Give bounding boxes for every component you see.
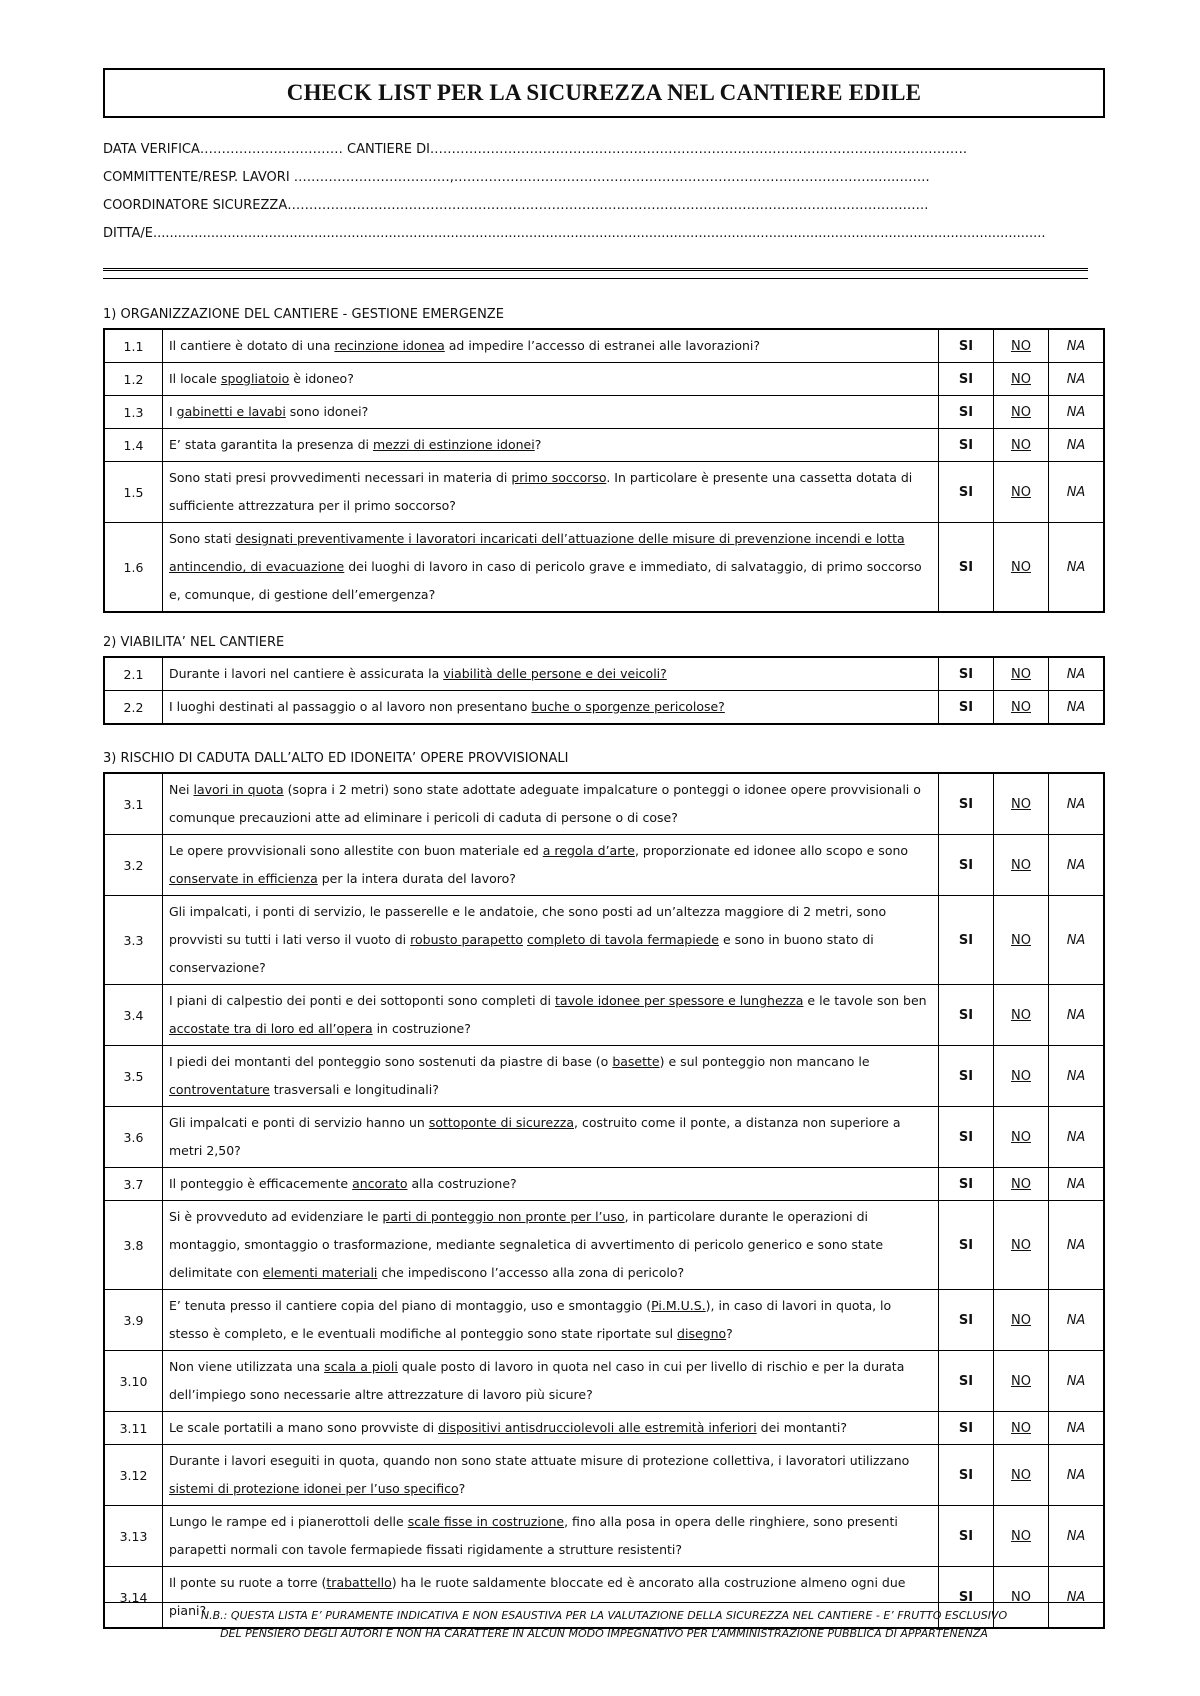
question-text: Si è provveduto ad evidenziare le <box>169 1209 383 1224</box>
item-question <box>163 429 939 462</box>
si-option[interactable]: SI <box>939 429 994 462</box>
no-option[interactable]: NO <box>994 1290 1049 1351</box>
field-committente[interactable]: COMMITTENTE/RESP. LAVORI ………………………………,……………………………………………………………………………………..…..……. <box>103 170 930 185</box>
table-row <box>104 363 1104 396</box>
na-option[interactable]: NA <box>1049 396 1105 429</box>
item-question <box>163 1107 939 1168</box>
question-text: Il locale <box>169 371 221 386</box>
question-emphasis: scale fisse in costruzione <box>407 1514 565 1529</box>
na-option[interactable]: NA <box>1049 835 1105 896</box>
question-text: trasversali e longitudinali? <box>269 1082 439 1097</box>
question-emphasis: primo soccorso <box>511 470 607 485</box>
table-row <box>104 329 1104 363</box>
na-option[interactable]: NA <box>1049 896 1105 985</box>
table-row <box>104 523 1104 613</box>
question-text: I piedi dei montanti del ponteggio sono sostenuti da piastre di base (o <box>169 1054 613 1069</box>
item-number: 3.6 <box>104 1107 163 1168</box>
question-text: è idoneo? <box>289 371 354 386</box>
question-text: (sopra i 2 metri) sono state adottate adeguate impalcature o ponteggi o idonee opere provvisionali o comunque precauzioni atte ad eliminare i pericoli di caduta di persone o di cose? <box>169 782 921 825</box>
item-number: 1.3 <box>104 396 163 429</box>
item-number: 3.3 <box>104 896 163 985</box>
no-option[interactable]: NO <box>994 1201 1049 1290</box>
table-row <box>104 1412 1104 1445</box>
no-option[interactable]: NO <box>994 657 1049 691</box>
question-text: , costruito come il ponte, a distanza non superiore a metri 2,50? <box>169 1115 901 1158</box>
si-option[interactable]: SI <box>939 363 994 396</box>
question-emphasis: gabinetti e lavabi <box>176 404 286 419</box>
page-title: CHECK LIST PER LA SICUREZZA NEL CANTIERE EDILE <box>286 80 922 105</box>
na-option[interactable]: NA <box>1049 691 1105 725</box>
question-text: Le opere provvisionali sono allestite con buon materiale ed <box>169 843 543 858</box>
item-question <box>163 1168 939 1201</box>
table-row <box>104 1107 1104 1168</box>
no-option[interactable]: NO <box>994 1046 1049 1107</box>
question-text: Sono stati <box>169 531 236 546</box>
item-question <box>163 985 939 1046</box>
item-question <box>163 835 939 896</box>
na-option[interactable]: NA <box>1049 363 1105 396</box>
question-text: Il ponte su ruote a torre ( <box>169 1575 327 1590</box>
question-text: Lungo le rampe ed i pianerottoli delle <box>169 1514 408 1529</box>
item-question <box>163 691 939 725</box>
question-text: Durante i lavori nel cantiere è assicurata la <box>169 666 444 681</box>
na-option[interactable]: NA <box>1049 1351 1105 1412</box>
checklist-table <box>103 328 1105 613</box>
item-number: 1.2 <box>104 363 163 396</box>
si-option[interactable]: SI <box>939 1506 994 1567</box>
section-title: 2) VIABILITA’ NEL CANTIERE <box>103 635 285 650</box>
table-row <box>104 773 1104 835</box>
na-option[interactable]: NA <box>1049 1412 1105 1445</box>
si-option[interactable]: SI <box>939 1107 994 1168</box>
na-option[interactable]: NA <box>1049 657 1105 691</box>
no-option[interactable]: NO <box>994 896 1049 985</box>
item-question <box>163 329 939 363</box>
question-text: ? <box>458 1481 466 1496</box>
item-number: 3.11 <box>104 1412 163 1445</box>
item-question <box>163 396 939 429</box>
si-option[interactable]: SI <box>939 985 994 1046</box>
question-emphasis: spogliatoio <box>220 371 290 386</box>
table-row <box>104 691 1104 725</box>
table-row <box>104 1445 1104 1506</box>
no-option[interactable]: NO <box>994 429 1049 462</box>
no-option[interactable]: NO <box>994 835 1049 896</box>
question-text: E’ stata garantita la presenza di <box>169 437 373 452</box>
checklist-page <box>103 68 1105 1629</box>
no-option[interactable]: NO <box>994 1445 1049 1506</box>
section-title: 1) ORGANIZZAZIONE DEL CANTIERE - GESTIONE EMERGENZE <box>103 307 504 322</box>
na-option[interactable]: NA <box>1049 1506 1105 1567</box>
no-option[interactable]: NO <box>994 1567 1049 1629</box>
question-emphasis: viabilità delle persone e dei veicoli? <box>443 666 667 681</box>
question-emphasis: basette <box>612 1054 660 1069</box>
question-text: ad impedire l’accesso di estranei alle lavorazioni? <box>444 338 761 353</box>
question-emphasis: recinzione idonea <box>334 338 445 353</box>
question-emphasis: robusto parapetto <box>410 932 524 947</box>
table-row <box>104 1351 1104 1412</box>
na-option[interactable]: NA <box>1049 1567 1105 1629</box>
question-text: Il cantiere è dotato di una <box>169 338 335 353</box>
question-emphasis: trabattello <box>326 1575 392 1590</box>
question-text: Nei <box>169 782 194 797</box>
si-option[interactable]: SI <box>939 1046 994 1107</box>
question-text: Gli impalcati, i ponti di servizio, le passerelle e le andatoie, che sono posti ad un’altezza maggiore di 2 metri, sono provvisti su tutti i lati verso il vuoto di <box>169 904 887 947</box>
question-emphasis: disegno <box>677 1326 727 1341</box>
si-option[interactable]: SI <box>939 896 994 985</box>
na-option[interactable]: NA <box>1049 773 1105 835</box>
table-row <box>104 1290 1104 1351</box>
na-option[interactable]: NA <box>1049 985 1105 1046</box>
table-row <box>104 1046 1104 1107</box>
na-option[interactable]: NA <box>1049 1445 1105 1506</box>
question-emphasis: a regola d’arte <box>542 843 635 858</box>
no-option[interactable]: NO <box>994 1107 1049 1168</box>
item-question <box>163 363 939 396</box>
header-fields <box>103 136 1105 248</box>
checklist-sections <box>103 307 1105 1629</box>
no-option[interactable]: NO <box>994 1506 1049 1567</box>
no-option[interactable]: NO <box>994 396 1049 429</box>
no-option[interactable]: NO <box>994 523 1049 613</box>
si-option[interactable]: SI <box>939 396 994 429</box>
question-text: sono idonei? <box>285 404 369 419</box>
question-text: I <box>169 404 177 419</box>
item-number: 3.7 <box>104 1168 163 1201</box>
si-option[interactable]: SI <box>939 1567 994 1629</box>
question-emphasis: dispositivi antisdrucciolevoli alle estremità inferiori <box>438 1420 757 1435</box>
item-question <box>163 1445 939 1506</box>
na-option[interactable]: NA <box>1049 462 1105 523</box>
footnote-line-1: N.B.: QUESTA LISTA E’ PURAMENTE INDICATIVA E NON ESAUSTIVA PER LA VALUTAZIONE DELLA SICUREZZA NEL CANTIERE - E’ FRUTTO ESCLUSIVO <box>200 1609 1008 1622</box>
question-text: Le scale portatili a mano sono provviste di <box>169 1420 439 1435</box>
question-emphasis: sistemi di protezione idonei per l’uso specifico <box>169 1481 459 1496</box>
question-text: Sono stati presi provvedimenti necessari in materia di <box>169 470 512 485</box>
item-number: 3.4 <box>104 985 163 1046</box>
item-number: 1.4 <box>104 429 163 462</box>
question-emphasis: completo di tavola fermapiede <box>527 932 719 947</box>
question-emphasis: scala a pioli <box>324 1359 398 1374</box>
question-emphasis: accostate tra di loro ed all’opera <box>169 1021 373 1036</box>
item-number: 3.12 <box>104 1445 163 1506</box>
si-option[interactable]: SI <box>939 462 994 523</box>
question-text: quale posto di lavoro in quota nel caso in cui per livello di rischio e per la durata dell’impiego sono necessarie altre attrezzature di lavoro più sicure? <box>169 1359 905 1402</box>
title-box <box>103 68 1105 118</box>
si-option[interactable]: SI <box>939 657 994 691</box>
na-option[interactable]: NA <box>1049 1107 1105 1168</box>
question-emphasis: conservate in efficienza <box>169 871 318 886</box>
na-option[interactable]: NA <box>1049 429 1105 462</box>
question-text: E’ tenuta presso il cantiere copia del piano di montaggio, uso e smontaggio ( <box>169 1298 652 1313</box>
si-option[interactable]: SI <box>939 1168 994 1201</box>
question-emphasis: ancorato <box>352 1176 408 1191</box>
si-option[interactable]: SI <box>939 523 994 613</box>
question-emphasis: lavori in quota <box>193 782 284 797</box>
table-row <box>104 835 1104 896</box>
item-question <box>163 657 939 691</box>
item-number: 1.1 <box>104 329 163 363</box>
na-option[interactable]: NA <box>1049 1168 1105 1201</box>
si-option[interactable]: SI <box>939 1445 994 1506</box>
no-option[interactable]: NO <box>994 691 1049 725</box>
item-question <box>163 1506 939 1567</box>
footnote <box>103 1602 1105 1643</box>
na-option[interactable]: NA <box>1049 329 1105 363</box>
question-text: ), in caso di lavori in quota, lo stesso è completo, e le eventuali modifiche al ponteggio sono state riportate sul <box>169 1298 892 1341</box>
section-title: 3) RISCHIO DI CADUTA DALL’ALTO ED IDONEITA’ OPERE PROVVISIONALI <box>103 751 569 766</box>
item-number: 3.5 <box>104 1046 163 1107</box>
table-row <box>104 1168 1104 1201</box>
no-option[interactable]: NO <box>994 1168 1049 1201</box>
item-number: 1.5 <box>104 462 163 523</box>
question-text: I luoghi destinati al passaggio o al lavoro non presentano <box>169 699 532 714</box>
item-question <box>163 773 939 835</box>
question-text: I piani di calpestio dei ponti e dei sottoponti sono completi di <box>169 993 555 1008</box>
si-option[interactable]: SI <box>939 773 994 835</box>
question-emphasis: mezzi di estinzione idonei <box>372 437 535 452</box>
question-text: ) e sul ponteggio non mancano le <box>659 1054 870 1069</box>
table-row <box>104 429 1104 462</box>
question-text: ? <box>534 437 542 452</box>
question-text: , proporzionate ed idonee allo scopo e sono <box>634 843 909 858</box>
question-emphasis: buche o sporgenze pericolose? <box>531 699 725 714</box>
checklist-table <box>103 656 1105 725</box>
footnote-line-2: DEL PENSIERO DEGLI AUTORI E NON HA CARATTERE IN ALCUN MODO IMPEGNATIVO PER L’AMMINISTRAZIONE PUBBLICA DI APPARTENENZA <box>220 1627 988 1640</box>
table-row <box>104 985 1104 1046</box>
question-text: . In particolare è presente una cassetta dotata di sufficiente attrezzatura per il primo soccorso? <box>169 470 913 513</box>
si-option[interactable]: SI <box>939 1351 994 1412</box>
field-ditta[interactable]: DITTA/E........................................................................................................................................................................................................................ <box>103 226 1046 241</box>
item-question <box>163 523 939 613</box>
question-text: ? <box>726 1326 733 1341</box>
item-question <box>163 896 939 985</box>
table-row <box>104 396 1104 429</box>
item-question <box>163 462 939 523</box>
question-text: dei montanti? <box>756 1420 847 1435</box>
no-option[interactable]: NO <box>994 985 1049 1046</box>
question-text: , fino alla posa in opera delle ringhiere, sono presenti parapetti normali con tavole fermapiede fissati rigidamente a strutture resistenti? <box>169 1514 898 1557</box>
item-number: 3.1 <box>104 773 163 835</box>
question-text: Non viene utilizzata una <box>169 1359 325 1374</box>
si-option[interactable]: SI <box>939 691 994 725</box>
item-number: 3.8 <box>104 1201 163 1290</box>
checklist-table <box>103 772 1105 1629</box>
question-emphasis: parti di ponteggio non pronte per l’uso <box>382 1209 625 1224</box>
question-text: dei luoghi di lavoro in caso di pericolo grave e immediato, di salvataggio, di primo soccorso e, comunque, di gestione dell’emergenza? <box>169 559 922 602</box>
item-number: 3.9 <box>104 1290 163 1351</box>
item-number: 3.10 <box>104 1351 163 1412</box>
question-text: Durante i lavori eseguiti in quota, quando non sono state attuate misure di protezione collettiva, i lavoratori utilizzano <box>169 1453 910 1468</box>
item-question <box>163 1201 939 1290</box>
no-option[interactable]: NO <box>994 363 1049 396</box>
question-text: Il ponteggio è efficacemente <box>169 1176 353 1191</box>
question-text: alla costruzione? <box>407 1176 517 1191</box>
item-number: 3.2 <box>104 835 163 896</box>
question-emphasis: tavole idonee per spessore e lunghezza <box>554 993 804 1008</box>
question-emphasis: controventature <box>169 1082 270 1097</box>
question-emphasis: designati preventivamente i lavoratori incaricati dell’attuazione delle misure di prevenzione incendi e lotta antincendio, di evacuazione <box>169 531 905 574</box>
field-coordinatore[interactable]: COORDINATORE SICUREZZA…………………………………………………………………………………………………………………………………. <box>103 198 929 213</box>
si-option[interactable]: SI <box>939 1201 994 1290</box>
question-text: e sono in buono stato di conservazione? <box>169 932 874 975</box>
si-option[interactable]: SI <box>939 835 994 896</box>
no-option[interactable]: NO <box>994 329 1049 363</box>
question-emphasis: sottoponte di sicurezza <box>428 1115 575 1130</box>
no-option[interactable]: NO <box>994 462 1049 523</box>
no-option[interactable]: NO <box>994 1351 1049 1412</box>
no-option[interactable]: NO <box>994 1412 1049 1445</box>
si-option[interactable]: SI <box>939 329 994 363</box>
item-number: 2.1 <box>104 657 163 691</box>
separator-line <box>103 268 1088 279</box>
table-row <box>104 1506 1104 1567</box>
item-number: 2.2 <box>104 691 163 725</box>
item-question <box>163 1351 939 1412</box>
si-option[interactable]: SI <box>939 1412 994 1445</box>
table-row <box>104 896 1104 985</box>
question-text: , in particolare durante le operazioni di montaggio, smontaggio o trasformazione, mediante segnaletica di avvertimento di pericolo generico e sono state delimitate con <box>169 1209 884 1280</box>
item-question <box>163 1046 939 1107</box>
table-row <box>104 462 1104 523</box>
item-number: 3.13 <box>104 1506 163 1567</box>
table-row <box>104 657 1104 691</box>
question-text: e le tavole son ben <box>803 993 927 1008</box>
na-option[interactable]: NA <box>1049 1201 1105 1290</box>
question-emphasis: Pi.M.U.S. <box>651 1298 706 1313</box>
field-data-verifica[interactable]: DATA VERIFICA…………………………… CANTIERE DI……………………………………………………………………………………………………………. <box>103 142 968 157</box>
item-question <box>163 1412 939 1445</box>
question-emphasis: elementi materiali <box>262 1265 378 1280</box>
question-text: in costruzione? <box>372 1021 471 1036</box>
item-question <box>163 1290 939 1351</box>
question-text: Gli impalcati e ponti di servizio hanno un <box>169 1115 429 1130</box>
question-text: per la intera durata del lavoro? <box>317 871 516 886</box>
na-option[interactable]: NA <box>1049 1290 1105 1351</box>
question-text: che impediscono l’accesso alla zona di pericolo? <box>377 1265 685 1280</box>
na-option[interactable]: NA <box>1049 523 1105 613</box>
item-number: 1.6 <box>104 523 163 613</box>
item-number: 3.14 <box>104 1567 163 1629</box>
si-option[interactable]: SI <box>939 1290 994 1351</box>
na-option[interactable]: NA <box>1049 1046 1105 1107</box>
no-option[interactable]: NO <box>994 773 1049 835</box>
table-row <box>104 1201 1104 1290</box>
question-text: ) ha le ruote saldamente bloccate ed è ancorato alla costruzione almeno ogni due piani? <box>169 1575 906 1618</box>
